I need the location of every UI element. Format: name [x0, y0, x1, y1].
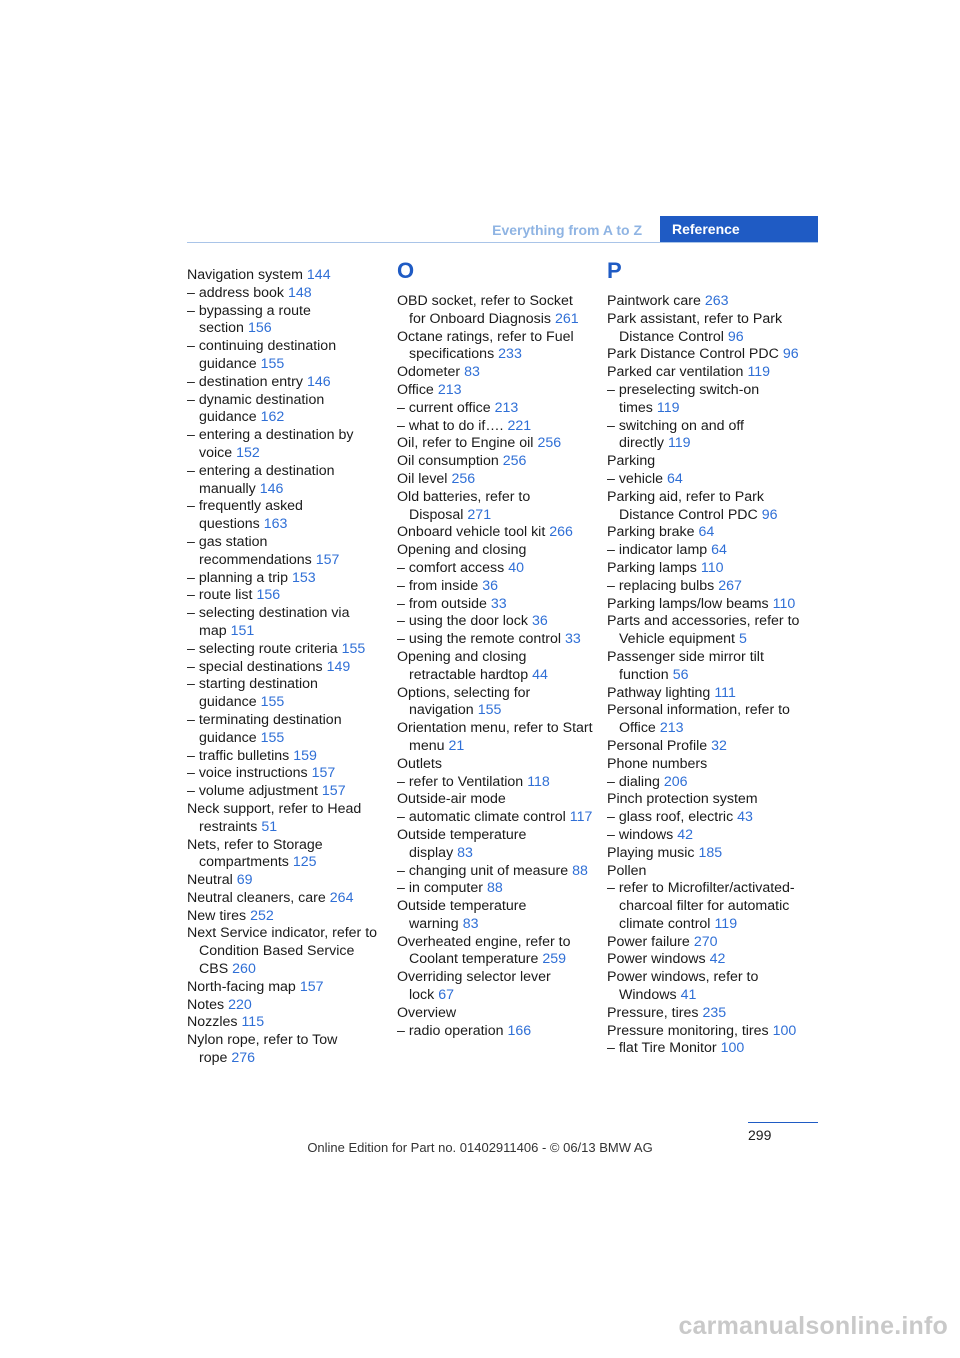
entry-text: Overriding selector lever lock: [397, 969, 551, 1004]
entry-text: – glass roof, electric: [607, 809, 734, 826]
entry-text: Oil, refer to Engine oil: [397, 435, 534, 452]
index-entry: [397, 489, 593, 525]
page-number-rule: [748, 1122, 818, 1123]
index-entry: [187, 908, 383, 926]
entry-text: – planning a trip: [187, 569, 288, 586]
index-entry: [607, 774, 803, 792]
page-link[interactable]: 266: [549, 524, 573, 541]
entry-text: – dialing: [607, 773, 660, 790]
index-entry: [607, 293, 803, 311]
index-entry: [187, 837, 383, 873]
entry-text: Park Distance Control PDC: [607, 346, 779, 363]
page-link[interactable]: 146: [259, 480, 284, 497]
entry-text: Passenger side mirror tilt function: [607, 648, 764, 683]
index-entry: [397, 631, 593, 649]
index-entry: [607, 827, 803, 845]
index-entry: [397, 471, 593, 489]
index-entry: [607, 560, 803, 578]
page-link[interactable]: 21: [448, 737, 465, 754]
entry-text: Pathway lighting: [607, 684, 711, 701]
page-link[interactable]: 206: [663, 773, 688, 790]
index-entry: [607, 702, 803, 738]
entry-text: Nozzles: [187, 1014, 238, 1031]
entry-text: North-facing map: [187, 978, 296, 995]
entry-text: Outside temperature warning: [397, 898, 527, 932]
entry-text: – what to do if….: [397, 417, 504, 434]
page-link[interactable]: 220: [228, 996, 252, 1013]
page-link[interactable]: 259: [542, 951, 567, 968]
entry-text: Next Service indicator, refer to Condition Based Service CBS: [187, 925, 378, 978]
page-link[interactable]: 166: [507, 1022, 532, 1039]
section-letter-p: P: [607, 258, 622, 283]
index-entry: [187, 392, 383, 428]
page-link[interactable]: 119: [656, 399, 680, 416]
index-entry: [607, 649, 803, 685]
entry-text: Onboard vehicle tool kit: [397, 524, 546, 541]
entry-text: Parked car ventilation: [607, 364, 744, 381]
index-entry: [607, 613, 803, 649]
entry-text: – flat Tire Monitor: [607, 1040, 717, 1057]
index-entry: [187, 463, 383, 499]
entry-text: Overheated engine, refer to Coolant temperature: [397, 933, 571, 968]
entry-text: – volume adjustment: [187, 783, 318, 800]
entry-text: Old batteries, refer to Disposal: [397, 488, 531, 523]
entry-text: – address book: [187, 284, 285, 301]
entry-text: – entering a destination manually: [187, 462, 335, 497]
index-entry: [397, 364, 593, 382]
index-entry: [607, 578, 803, 596]
page-link[interactable]: 153: [291, 569, 316, 586]
entry-text: Pollen: [607, 862, 647, 879]
index-entry: [187, 570, 383, 588]
page-link[interactable]: 221: [507, 417, 532, 434]
page-link[interactable]: 43: [737, 809, 753, 826]
entry-text: Pinch protection system: [607, 791, 758, 808]
page-link[interactable]: 156: [247, 320, 272, 337]
index-column-n: [187, 267, 383, 1068]
entry-text: Outside temperature display: [397, 826, 527, 861]
index-entry: [607, 346, 803, 364]
index-entry: [607, 364, 803, 382]
page-link[interactable]: 157: [299, 978, 324, 995]
page-link[interactable]: 44: [532, 666, 548, 683]
index-entry: [397, 809, 593, 827]
entry-text: – gas station recommendations: [187, 533, 312, 568]
index-entry: [607, 685, 803, 703]
page-link[interactable]: 117: [569, 809, 593, 826]
page-link[interactable]: 119: [747, 364, 771, 381]
reference-tab: Reference: [660, 216, 818, 242]
entry-text: – entering a destination by voice: [187, 427, 354, 461]
page-link[interactable]: 156: [256, 587, 281, 604]
page-link[interactable]: 88: [486, 880, 503, 897]
index-entry: [397, 453, 593, 471]
index-entry: [397, 1023, 593, 1041]
entry-text: – vehicle: [607, 470, 663, 487]
entry-text: Paintwork care: [607, 293, 701, 309]
index-entry: [187, 765, 383, 783]
index-entry: [187, 712, 383, 748]
index-entry: [187, 890, 383, 908]
entry-text: Parts and accessories, refer to Vehicle equipment: [607, 613, 800, 648]
page-link[interactable]: 261: [554, 310, 579, 327]
entry-text: – refer to Microfilter/activated-charcoal filter for automatic climate control: [607, 880, 795, 932]
index-entry: [397, 756, 593, 774]
page-link[interactable]: 151: [230, 622, 255, 639]
index-entry: [607, 951, 803, 969]
index-entry: [187, 925, 383, 978]
entry-text: – route list: [187, 587, 253, 604]
entry-text: – changing unit of measure: [397, 862, 569, 879]
page-link[interactable]: 100: [772, 1022, 797, 1039]
page-link[interactable]: 146: [306, 373, 331, 390]
index-entry: [397, 649, 593, 685]
index-entry: [187, 979, 383, 997]
entry-text: – in computer: [397, 880, 483, 897]
page-link[interactable]: 40: [508, 559, 525, 576]
page-link[interactable]: 83: [464, 364, 480, 381]
page-link[interactable]: 33: [565, 631, 581, 648]
index-entry: [187, 338, 383, 374]
page-link[interactable]: 64: [698, 524, 715, 541]
entry-text: Neck support, refer to Head restraints: [187, 800, 362, 835]
index-entry: [187, 267, 383, 285]
index-entry: [397, 418, 593, 436]
entry-text: Outside-air mode: [397, 791, 506, 808]
page-link[interactable]: 157: [315, 551, 340, 568]
page-link[interactable]: 110: [700, 559, 724, 576]
page-link[interactable]: 125: [292, 854, 317, 871]
entry-text: Personal Profile: [607, 737, 708, 754]
entry-text: Opening and closing: [397, 542, 527, 559]
footer-edition: Online Edition for Part no. 01402911406 - © 06/13 BMW AG: [307, 1140, 653, 1155]
page-link[interactable]: 155: [341, 640, 366, 657]
page-link[interactable]: 67: [438, 987, 455, 1004]
page-link[interactable]: 83: [462, 915, 479, 932]
page-link[interactable]: 32: [711, 737, 727, 754]
index-entry: [187, 534, 383, 570]
header-divider: [187, 242, 818, 243]
entry-text: – bypassing a route section: [187, 302, 311, 337]
page-link[interactable]: 96: [782, 346, 799, 363]
index-entry: [607, 453, 803, 471]
entry-text: Parking lamps/low beams: [607, 595, 769, 612]
entry-text: – current office: [397, 399, 491, 416]
entry-text: Parking brake: [607, 524, 695, 541]
entry-text: – windows: [607, 826, 674, 843]
index-entry: [187, 303, 383, 339]
entry-text: OBD socket, refer to Socket for Onboard Diagnosis: [397, 293, 573, 327]
entry-text: Options, selecting for navigation: [397, 684, 531, 719]
page-link[interactable]: 235: [702, 1004, 727, 1021]
index-entry: [397, 613, 593, 631]
entry-text: – refer to Ventilation: [397, 773, 524, 790]
page-link[interactable]: 233: [498, 346, 522, 363]
page-link[interactable]: 69: [236, 872, 253, 889]
page-link[interactable]: 111: [714, 684, 736, 701]
index-entry: [187, 1014, 383, 1032]
page-link[interactable]: 33: [490, 595, 507, 612]
index-entry: [607, 756, 803, 774]
index-column-p: [607, 258, 803, 1058]
index-entry: [187, 801, 383, 837]
entry-text: Pressure, tires: [607, 1004, 699, 1021]
entry-text: Parking: [607, 453, 656, 470]
index-entry: [607, 969, 803, 1005]
page-link[interactable]: 110: [772, 595, 796, 612]
page-link[interactable]: 264: [329, 889, 354, 906]
index-entry: [397, 578, 593, 596]
entry-text: Office: [397, 381, 434, 398]
entry-text: Notes: [187, 996, 225, 1013]
page-link[interactable]: 96: [761, 506, 778, 523]
index-entry: [187, 427, 383, 463]
page-link[interactable]: 64: [711, 542, 727, 559]
page-link[interactable]: 256: [537, 435, 562, 452]
entry-text: – voice instructions: [187, 765, 308, 782]
index-entry: [187, 783, 383, 801]
entry-text: – destination entry: [187, 373, 303, 390]
index-entry: [397, 382, 593, 400]
page-link[interactable]: 256: [451, 470, 476, 487]
page-link[interactable]: 185: [698, 844, 723, 861]
page-link[interactable]: 157: [311, 765, 336, 782]
index-entry: [187, 587, 383, 605]
page-link[interactable]: 155: [260, 729, 285, 746]
index-entry: [397, 969, 593, 1005]
entry-text: Parking lamps: [607, 559, 697, 576]
page-link[interactable]: 64: [667, 470, 683, 487]
entry-text: Oil consumption: [397, 453, 499, 470]
entry-text: Oil level: [397, 470, 448, 487]
page-link[interactable]: 83: [457, 844, 473, 861]
page-link[interactable]: 256: [502, 453, 527, 470]
page-link[interactable]: 213: [494, 399, 519, 416]
index-entry: [397, 329, 593, 365]
index-entry: [187, 997, 383, 1015]
index-entry: [607, 1005, 803, 1023]
page-link[interactable]: 155: [260, 355, 285, 372]
entry-text: Nylon rope, refer to Tow rope: [187, 1032, 338, 1067]
entry-text: Personal information, refer to Office: [607, 702, 790, 737]
entry-text: Park assistant, refer to Park Distance Control: [607, 310, 783, 345]
page-number: 299: [748, 1127, 772, 1143]
page-link[interactable]: 159: [293, 747, 317, 764]
index-entry: [187, 641, 383, 659]
page-link[interactable]: 155: [260, 694, 285, 711]
index-entry: [187, 285, 383, 303]
entry-text: – selecting route criteria: [187, 640, 338, 657]
page-link[interactable]: 213: [659, 720, 684, 737]
page-link[interactable]: 276: [231, 1050, 256, 1067]
index-entry: [397, 880, 593, 898]
page-link[interactable]: 263: [704, 293, 729, 309]
index-entry: [607, 471, 803, 489]
entry-text: – radio operation: [397, 1022, 504, 1039]
entry-text: – using the door lock: [397, 613, 528, 630]
index-entry: [607, 863, 803, 881]
index-entry: [187, 748, 383, 766]
page-link[interactable]: 118: [527, 773, 550, 790]
index-entry: [607, 382, 803, 418]
index-entry: [397, 827, 593, 863]
page-link[interactable]: 41: [680, 987, 697, 1004]
page-link[interactable]: 51: [261, 818, 278, 835]
index-entry: [187, 872, 383, 890]
entry-text: – from inside: [397, 577, 479, 594]
page-link[interactable]: 36: [482, 577, 498, 594]
index-entry: [397, 293, 593, 329]
page-link[interactable]: 144: [306, 267, 331, 283]
section-title: Everything from A to Z: [492, 222, 642, 238]
entry-text: Neutral: [187, 872, 233, 889]
index-entry: [187, 676, 383, 712]
page-link[interactable]: 162: [260, 409, 285, 426]
entry-text: – special destinations: [187, 658, 323, 675]
index-entry: [187, 374, 383, 392]
entry-text: – terminating destination guidance: [187, 711, 342, 746]
index-entry: [607, 791, 803, 809]
entry-text: Opening and closing retractable hardtop: [397, 648, 529, 683]
page-link[interactable]: 119: [714, 915, 738, 932]
entry-text: Orientation menu, refer to Start menu: [397, 720, 593, 754]
page-link[interactable]: 252: [250, 907, 274, 924]
entry-text: Pressure monitoring, tires: [607, 1022, 769, 1039]
index-entry: [397, 774, 593, 792]
entry-text: Power failure: [607, 933, 690, 950]
entry-text: – from outside: [397, 595, 487, 612]
index-entry: [607, 1040, 803, 1058]
entry-text: Outlets: [397, 755, 442, 772]
entry-text: – selecting destination via map: [187, 605, 350, 639]
index-entry: [397, 1005, 593, 1023]
page-link[interactable]: 88: [572, 862, 588, 879]
page-link[interactable]: 100: [720, 1040, 745, 1057]
page-link[interactable]: 119: [667, 435, 691, 452]
page-link[interactable]: 271: [467, 506, 492, 523]
page-link[interactable]: 115: [241, 1014, 265, 1031]
entry-text: – preselecting switch-on times: [607, 381, 760, 416]
entry-text: New tires: [187, 907, 247, 924]
entry-text: Phone numbers: [607, 755, 708, 772]
section-letter-o: O: [397, 258, 415, 283]
entry-text: – comfort access: [397, 559, 505, 576]
index-entry: [607, 524, 803, 542]
page-link[interactable]: 96: [727, 328, 744, 345]
index-entry: [607, 489, 803, 525]
entry-text: – indicator lamp: [607, 542, 708, 559]
page-link[interactable]: 267: [718, 577, 742, 594]
index-entry: [607, 845, 803, 863]
entry-text: – frequently asked questions: [187, 498, 303, 533]
index-entry: [397, 435, 593, 453]
entry-text: Nets, refer to Storage compartments: [187, 836, 323, 871]
entry-text: Playing music: [607, 844, 695, 861]
page-link[interactable]: 42: [677, 826, 694, 843]
entry-text: Neutral cleaners, care: [187, 889, 326, 906]
index-entry: [607, 311, 803, 347]
watermark: carmanualsonline.info: [678, 1312, 948, 1340]
index-entry: [607, 542, 803, 560]
page-link[interactable]: 5: [738, 631, 747, 648]
index-entry: [397, 560, 593, 578]
index-entry: [187, 1032, 383, 1068]
entry-text: – switching on and off directly: [607, 417, 744, 452]
index-entry: [607, 596, 803, 614]
entry-text: Overview: [397, 1004, 457, 1021]
entry-text: Odometer: [397, 364, 461, 381]
page-link[interactable]: 152: [236, 444, 260, 461]
index-entry: [397, 685, 593, 721]
index-entry: [397, 400, 593, 418]
page-link[interactable]: 213: [437, 381, 462, 398]
index-entry: [607, 880, 803, 933]
entry-text: Power windows, refer to Windows: [607, 969, 759, 1004]
entry-text: – automatic climate control: [397, 809, 566, 826]
page-link[interactable]: 42: [709, 951, 726, 968]
page-link[interactable]: 149: [326, 658, 351, 675]
entry-text: – dynamic destination guidance: [187, 391, 325, 426]
index-entry: [187, 498, 383, 534]
page-link[interactable]: 148: [288, 284, 312, 301]
index-entry: [607, 1023, 803, 1041]
entry-text: Power windows: [607, 951, 706, 968]
index-entry: [187, 605, 383, 641]
entry-text: – continuing destination guidance: [187, 338, 337, 372]
index-entry: [397, 898, 593, 934]
entry-text: – starting destination guidance: [187, 676, 318, 711]
page-link[interactable]: 157: [321, 783, 346, 800]
index-entry: [607, 934, 803, 952]
page-link[interactable]: 155: [477, 702, 502, 719]
page-link[interactable]: 163: [263, 516, 288, 533]
index-entry: [397, 791, 593, 809]
index-entry: [397, 596, 593, 614]
index-entry: [607, 809, 803, 827]
entry-text: – traffic bulletins: [187, 747, 290, 764]
index-entry: [607, 738, 803, 756]
index-entry: [397, 542, 593, 560]
page-link[interactable]: 56: [672, 666, 689, 683]
index-entry: [397, 720, 593, 756]
index-entry: [397, 524, 593, 542]
index-entry: [187, 659, 383, 677]
index-entry: [397, 863, 593, 881]
page-link[interactable]: 260: [232, 961, 256, 978]
entry-text: – replacing bulbs: [607, 577, 715, 594]
page-link[interactable]: 36: [531, 613, 548, 630]
entry-text: Navigation system: [187, 267, 303, 283]
entry-text: Parking aid, refer to Park Distance Control PDC: [607, 488, 764, 523]
index-entry: [397, 934, 593, 970]
entry-text: Octane ratings, refer to Fuel specifications: [397, 328, 574, 363]
entry-text: – using the remote control: [397, 631, 562, 648]
index-column-o: [397, 258, 593, 1040]
page-link[interactable]: 270: [693, 933, 718, 950]
index-entry: [607, 418, 803, 454]
